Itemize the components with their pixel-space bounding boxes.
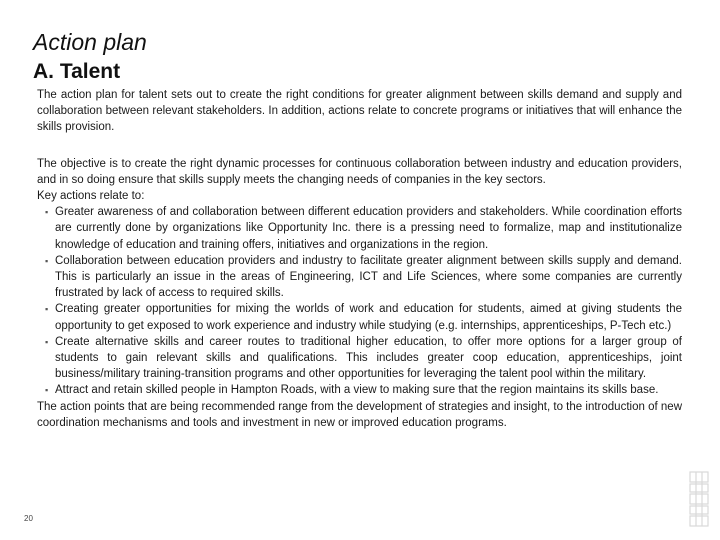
- key-actions-label: Key actions relate to:: [37, 190, 145, 203]
- list-item: [37, 253, 682, 302]
- watermark-logo-icon: [688, 470, 710, 528]
- list-item-text: Attract and retain skilled people in Hampton Roads, with a view to making sure that the region maintains its skills base.: [55, 384, 659, 397]
- key-actions-list: [37, 204, 682, 398]
- bullet-icon: ▪: [45, 304, 49, 315]
- list-item: [37, 301, 682, 333]
- slide-header: [33, 28, 147, 86]
- page-number: 20: [24, 514, 33, 523]
- intro-paragraph: The action plan for talent sets out to create the right conditions for greater alignment between skills demand and supply and collaboration between relevant stakeholders. In addition, actions relate to concrete programs or initiatives that will enhance the skills provision.: [37, 89, 682, 134]
- list-item-text: Collaboration between education providers and industry to facilitate greater alignment between skills supply and demand. This is particularly an issue in the areas of Engineering, ICT and Life Sciences, where some companies are currently frustrated by lack of access to required skills.: [55, 254, 682, 300]
- list-item-text: Greater awareness of and collaboration between different education providers and stakeholders. While coordination efforts are currently done by organizations like Opportunity Inc. there is a pressing need to formalize, map and institutionalize knowledge of education and training offers, initiatives and organizations in the region.: [55, 206, 682, 251]
- list-item: [37, 382, 682, 398]
- list-item-text: Create alternative skills and career routes to traditional higher education, to offer more options for a larger group of students to gain relevant skills and qualifications. This includes greater coop education, apprenticeships, joint business/military training-transition programs and other opportunities for leveraging the talent pool within the military.: [55, 335, 682, 381]
- body-content: [37, 87, 682, 431]
- page-title: A. Talent: [33, 60, 121, 83]
- list-item: [37, 334, 682, 383]
- bullet-icon: ▪: [45, 255, 49, 266]
- objective-paragraph: The objective is to create the right dynamic processes for continuous collaboration between industry and education providers, and in so doing ensure that skills supply meets the changing needs of companies in the key sectors.: [37, 157, 682, 186]
- section-kicker: Action plan: [33, 29, 147, 55]
- closing-paragraph: The action points that are being recommended range from the development of strategies and insight, to the introduction of new coordination mechanisms and tools and investment in new or improved education programs.: [37, 400, 682, 429]
- list-item-text: Creating greater opportunities for mixing the worlds of work and education for students, aimed at giving students the opportunity to get exposed to work experience and industry while studying (e.g. internships, apprenticeships, P-Tech etc.): [55, 303, 682, 332]
- bullet-icon: ▪: [45, 336, 49, 347]
- bullet-icon: ▪: [45, 207, 49, 218]
- list-item: [37, 204, 682, 253]
- bullet-icon: ▪: [45, 385, 49, 396]
